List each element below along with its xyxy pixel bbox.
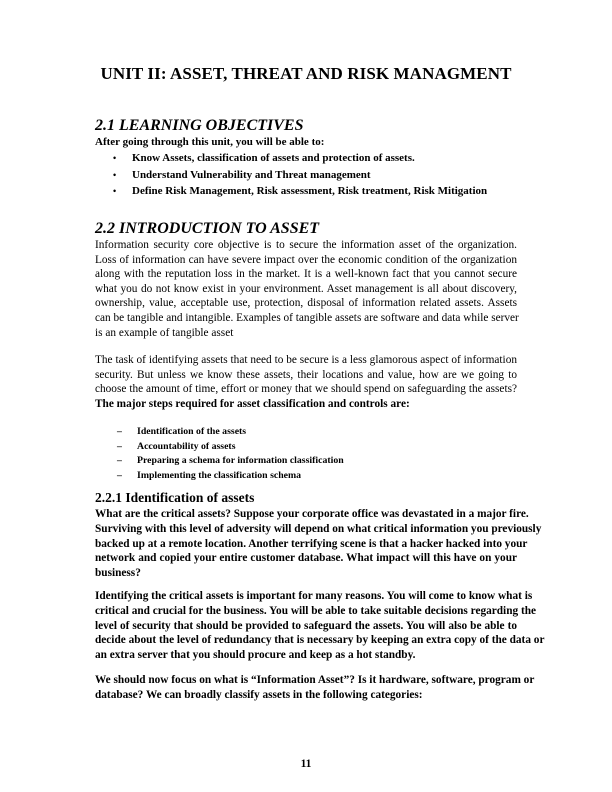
critical-assets-paragraph: What are the critical assets? Suppose your corporate office was devastated in a major fire. Surviving with this level of adversity will depend on what critical information you previously backed up at a remote location. Another terrifying scene is that a hacker hacked into your network and copied your entire customer database. What impact will this have on your business? [95, 508, 542, 580]
dash-icon: – [117, 469, 122, 481]
list-item: – Accountability of assets [117, 440, 344, 455]
list-item: • Understand Vulnerability and Threat management [113, 167, 487, 184]
objectives-intro: After going through this unit, you will be able to: [95, 136, 325, 148]
identifying-critical-assets-paragraph: Identifying the critical assets is important for many reasons. You will come to know what is critical and crucial for the business. You will be able to take suitable decisions regarding the level of security that should be provided to safeguard the assets. You will also be able to decide about the level of redundancy that is necessary by keeping an extra copy of the data or an extra server that you should procure and keep as a hot standby. [95, 590, 545, 662]
intro-paragraph: Information security core objective is to secure the information asset of the organization. Loss of information can have severe impact over the economic condition of the organization along with the reputation loss in the market. It is a well-known fact that you cannot secure what you do not know exist in your environment. Asset management is all about discovery, ownership, value, acceptable use, protection, disposal of information related assets. Assets can be tangible and intangible. Examples of tangible assets are software and data while server is an example of tangible asset [95, 239, 519, 339]
information-asset-paragraph: We should now focus on what is “Information Asset”? Is it hardware, software, program or database? We can broadly classify assets in the following categories: [95, 674, 535, 701]
unit-title: UNIT II: ASSET, THREAT AND RISK MANAGMENT [100, 64, 512, 83]
objectives-list [113, 150, 487, 200]
list-item: • Know Assets, classification of assets and protection of assets. [113, 150, 487, 167]
list-item: – Identification of the assets [117, 425, 344, 440]
bullet-icon: • [113, 169, 117, 180]
section-heading-introduction-to-asset: 2.2 INTRODUCTION TO ASSET [95, 220, 320, 237]
section-heading-learning-objectives: 2.1 LEARNING OBJECTIVES [95, 117, 304, 134]
list-item: – Preparing a schema for information classification [117, 454, 344, 469]
bullet-icon: • [113, 186, 117, 196]
page-number: 11 [300, 758, 312, 770]
bullet-icon: • [113, 153, 117, 163]
dash-icon: – [117, 455, 122, 466]
list-item: • Define Risk Management, Risk assessment, Risk treatment, Risk Mitigation [113, 183, 487, 200]
task-paragraph: The task of identifying assets that need to be secure is a less glamorous aspect of information security. But unless we know these assets, their locations and value, how are we going to choose the amount of time, effort or money that we should spend on safeguarding the assets? The major steps required for asset classification and controls are: [95, 354, 517, 410]
dash-icon: – [117, 440, 122, 452]
dash-icon: – [117, 426, 122, 437]
list-item: – Implementing the classification schema [117, 469, 344, 484]
subsection-heading-identification-of-assets: 2.2.1 Identification of assets [95, 490, 255, 505]
classification-steps-list [117, 425, 344, 483]
